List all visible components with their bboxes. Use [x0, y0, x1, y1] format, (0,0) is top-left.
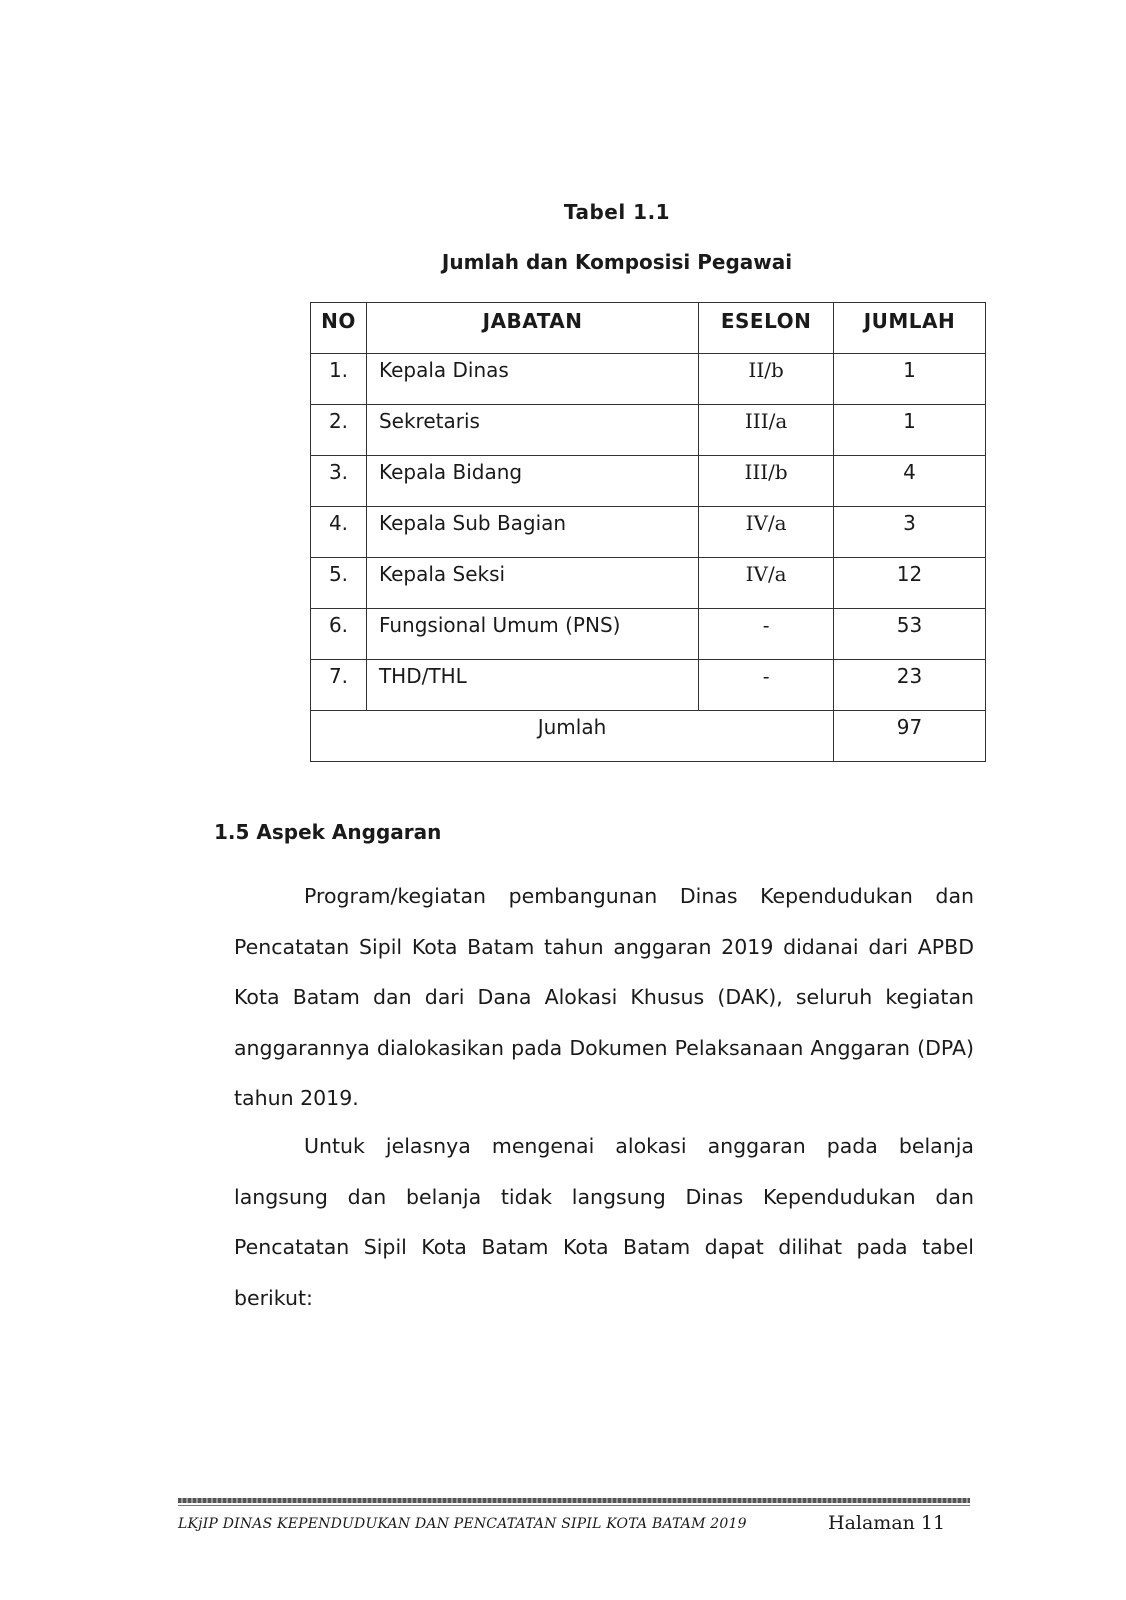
- table-subtitle: Jumlah dan Komposisi Pegawai: [441, 250, 793, 274]
- table-row: [311, 660, 986, 711]
- cell-jabatan: Kepala Bidang: [366, 456, 698, 507]
- cell-jabatan: THD/THL: [366, 660, 698, 711]
- cell-no: 7.: [311, 660, 367, 711]
- cell-no: 6.: [311, 609, 367, 660]
- total-value: 97: [834, 711, 986, 762]
- total-label: Jumlah: [311, 711, 834, 762]
- cell-jumlah: 12: [834, 558, 986, 609]
- cell-eselon: -: [699, 609, 834, 660]
- cell-no: 3.: [311, 456, 367, 507]
- staff-composition-table: [310, 302, 986, 762]
- cell-jabatan: Sekretaris: [366, 405, 698, 456]
- header-jabatan: JABATAN: [366, 303, 698, 354]
- header-eselon: ESELON: [699, 303, 834, 354]
- cell-jumlah: 53: [834, 609, 986, 660]
- table-title: Tabel 1.1: [563, 200, 671, 224]
- table-row: [311, 456, 986, 507]
- table-row: [311, 609, 986, 660]
- cell-eselon: IV/a: [699, 558, 834, 609]
- cell-eselon: III/a: [699, 405, 834, 456]
- cell-jabatan: Fungsional Umum (PNS): [366, 609, 698, 660]
- section-heading: 1.5 Aspek Anggaran: [214, 820, 442, 844]
- cell-eselon: III/b: [699, 456, 834, 507]
- cell-jumlah: 3: [834, 507, 986, 558]
- table-header-row: [311, 303, 986, 354]
- paragraph-budget-source: Program/kegiatan pembangunan Dinas Kependudukan dan Pencatatan Sipil Kota Batam tahun anggaran 2019 didanai dari APBD Kota Batam dan dari Dana Alokasi Khusus (DAK), seluruh kegiatan anggarannya dialokasikan pada Dokumen Pelaksanaan Anggaran (DPA) tahun 2019.: [234, 884, 974, 1110]
- table-row: [311, 507, 986, 558]
- cell-no: 4.: [311, 507, 367, 558]
- cell-eselon: II/b: [699, 354, 834, 405]
- footer-document-title: LKjIP DINAS KEPENDUDUKAN DAN PENCATATAN SIPIL KOTA BATAM 2019: [178, 1516, 747, 1532]
- table-row: [311, 405, 986, 456]
- footer-page-number: Halaman 11: [828, 1512, 946, 1534]
- cell-eselon: IV/a: [699, 507, 834, 558]
- cell-jumlah: 1: [834, 405, 986, 456]
- footer-divider: [178, 1498, 970, 1503]
- footer-divider-thin: [178, 1505, 970, 1506]
- header-no: NO: [311, 303, 367, 354]
- cell-jabatan: Kepala Seksi: [366, 558, 698, 609]
- cell-eselon: -: [699, 660, 834, 711]
- cell-jabatan: Kepala Sub Bagian: [366, 507, 698, 558]
- cell-jumlah: 23: [834, 660, 986, 711]
- table-row: [311, 354, 986, 405]
- table-total-row: [311, 711, 986, 762]
- cell-jabatan: Kepala Dinas: [366, 354, 698, 405]
- cell-no: 5.: [311, 558, 367, 609]
- cell-jumlah: 4: [834, 456, 986, 507]
- cell-jumlah: 1: [834, 354, 986, 405]
- cell-no: 1.: [311, 354, 367, 405]
- table-row: [311, 558, 986, 609]
- paragraph-budget-allocation: Untuk jelasnya mengenai alokasi anggaran pada belanja langsung dan belanja tidak langsung Dinas Kependudukan dan Pencatatan Sipil Kota Batam Kota Batam dapat dilihat pada tabel berikut:: [234, 1134, 974, 1310]
- cell-no: 2.: [311, 405, 367, 456]
- header-jumlah: JUMLAH: [834, 303, 986, 354]
